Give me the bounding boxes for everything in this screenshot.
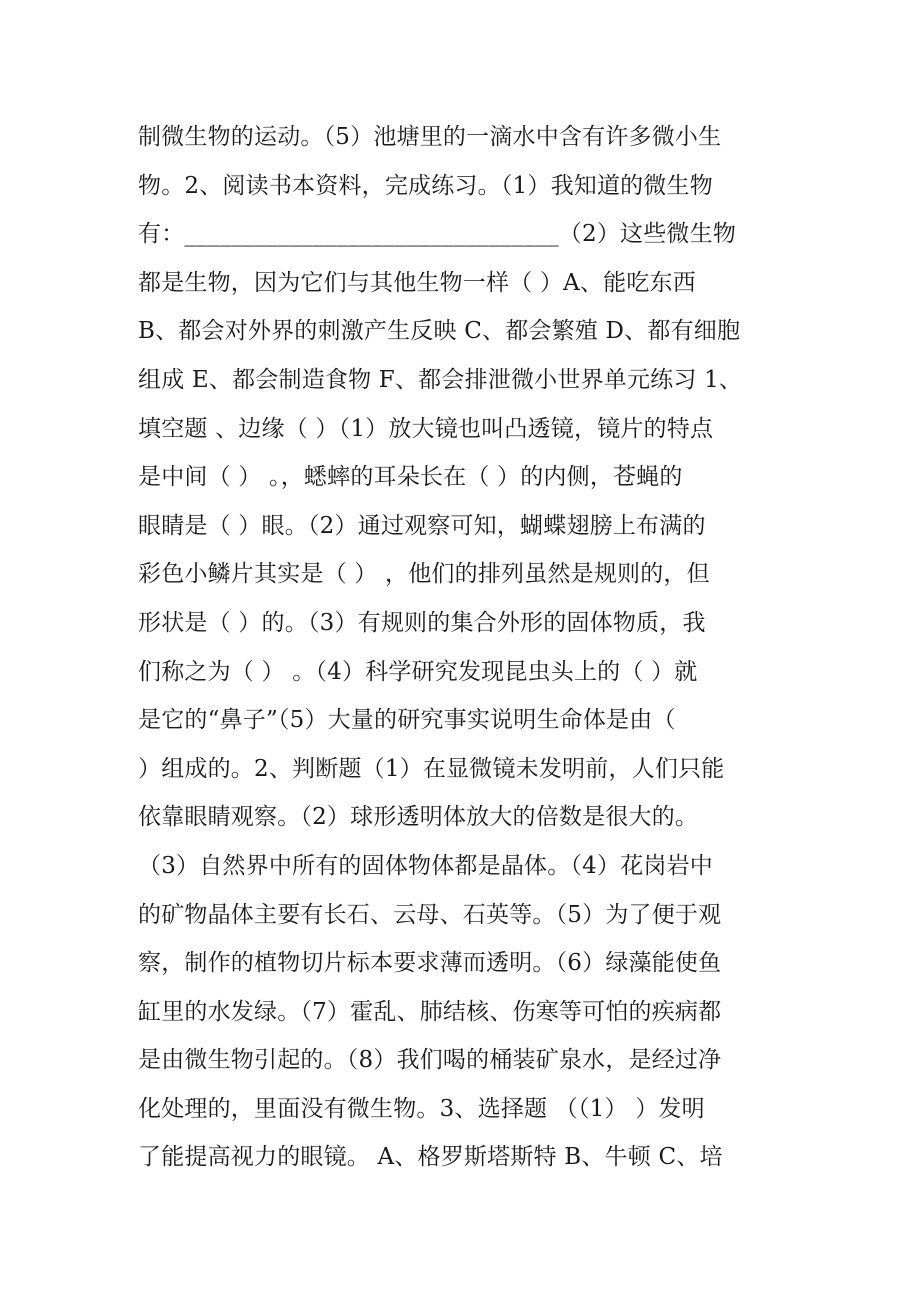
text-line: 物。2、阅读书本资料，完成练习。（1）我知道的微生物 xyxy=(138,172,713,199)
text-line: 是它的“鼻子”（5）大量的研究事实说明生命体是由（ xyxy=(138,707,676,734)
text-line: 彩色小鳞片其实是（ ） ，他们的排列虽然是规则的，但 xyxy=(138,561,710,588)
text-line: B、都会对外界的刺激产生反映 C、都会繁殖 D、都有细胞 xyxy=(138,318,741,345)
text-line: 察，制作的植物切片标本要求薄而透明。（6）绿藻能使鱼 xyxy=(138,950,722,977)
text-line: 的矿物晶体主要有长石、云母、石英等。（5）为了便于观 xyxy=(138,901,722,928)
text-line: 依靠眼睛观察。（2）球形透明体放大的倍数是很大的。 xyxy=(138,804,699,831)
text-line: 是由微生物引起的。（8）我们喝的桶装矿泉水，是经过净 xyxy=(138,1047,722,1074)
text-line: 填空题 、边缘（ ）（1）放大镜也叫凸透镜，镜片的特点 xyxy=(138,415,714,442)
text-line: 制微生物的运动。（5）池塘里的一滴水中含有许多微小生 xyxy=(138,124,722,150)
text-line: （3）自然界中所有的固体物体都是晶体。（4）花岗岩中 xyxy=(138,852,713,879)
text-line: 形状是（ ）的。（3）有规则的集合外形的固体物质，我 xyxy=(138,609,706,636)
text-line: 了能提高视力的眼镜。 A、格罗斯塔斯特 B、牛顿 C、培 xyxy=(138,1144,723,1171)
text-line: 有：________________________________（2）这些微生物 xyxy=(138,221,737,248)
text-line: 化处理的，里面没有微生物。3、选择题 （（1） ）发明 xyxy=(138,1095,705,1122)
text-line: 们称之为（ ） 。（4）科学研究发现昆虫头上的（ ）就 xyxy=(138,658,698,685)
text-line: 都是生物，因为它们与其他生物一样（ ）A、能吃东西 xyxy=(138,269,696,296)
document-text-body xyxy=(138,113,778,1182)
text-line: 缸里的水发绿。（7）霍乱、肺结核、伤寒等可怕的疾病都 xyxy=(138,998,722,1025)
text-line: 组成 E、都会制造食物 F、都会排泄微小世界单元练习 1、 xyxy=(138,366,743,393)
text-line: 是中间（ ） 。，蟋蟀的耳朵长在（ ）的内侧，苍蝇的 xyxy=(138,464,683,491)
text-line: 眼睛是（ ）眼。（2）通过观察可知，蝴蝶翅膀上布满的 xyxy=(138,512,706,539)
text-line: ）组成的。2、判断题（1）在显微镜未发明前，人们只能 xyxy=(138,755,725,782)
